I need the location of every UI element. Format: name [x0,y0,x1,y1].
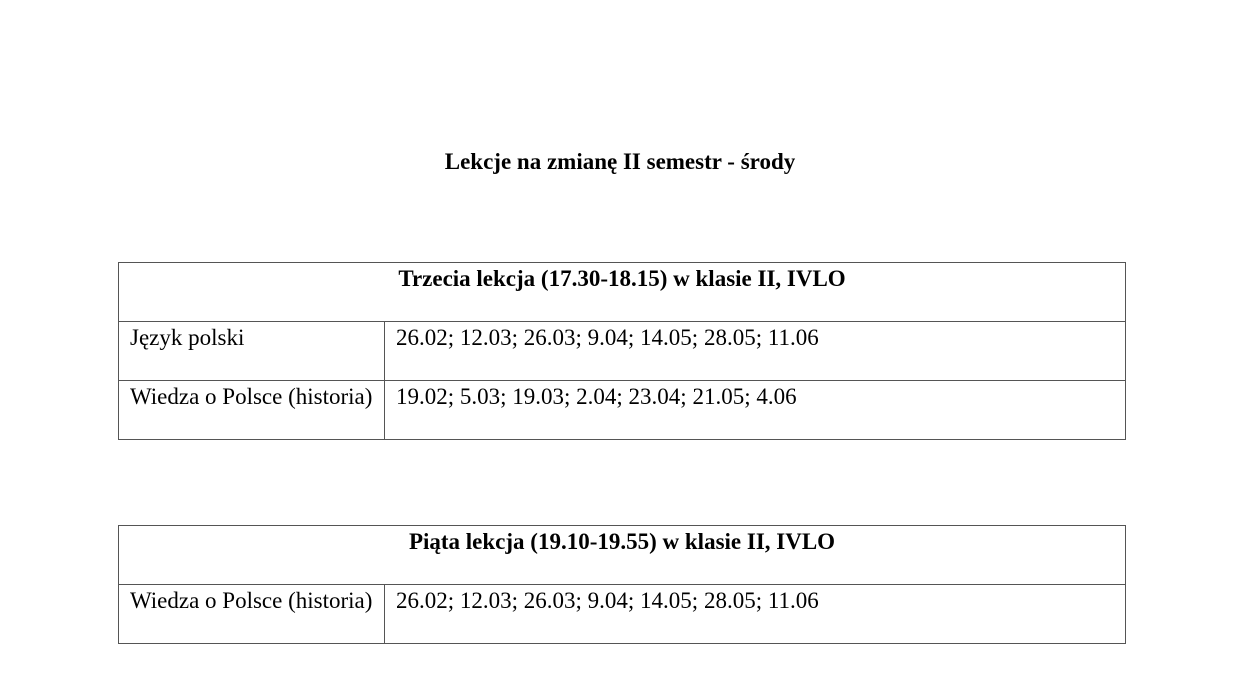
subject-cell: Język polski [119,322,385,381]
table-header: Piąta lekcja (19.10-19.55) w klasie II, IVLO [119,526,1126,585]
table-row [119,585,1126,644]
table-row [119,322,1126,381]
table-header: Trzecia lekcja (17.30-18.15) w klasie II, IVLO [119,263,1126,322]
table-header-row [119,526,1126,585]
subject-cell: Wiedza o Polsce (historia) [119,381,385,440]
table-row [119,381,1126,440]
dates-cell: 26.02; 12.03; 26.03; 9.04; 14.05; 28.05; 11.06 [385,585,1126,644]
subject-cell: Wiedza o Polsce (historia) [119,585,385,644]
schedule-table-third-lesson [118,262,1126,440]
dates-cell: 26.02; 12.03; 26.03; 9.04; 14.05; 28.05; 11.06 [385,322,1126,381]
dates-cell: 19.02; 5.03; 19.03; 2.04; 23.04; 21.05; 4.06 [385,381,1126,440]
table-header-row [119,263,1126,322]
schedule-table-fifth-lesson [118,525,1126,644]
page-title: Lekcje na zmianę II semestr - środy [444,149,796,174]
